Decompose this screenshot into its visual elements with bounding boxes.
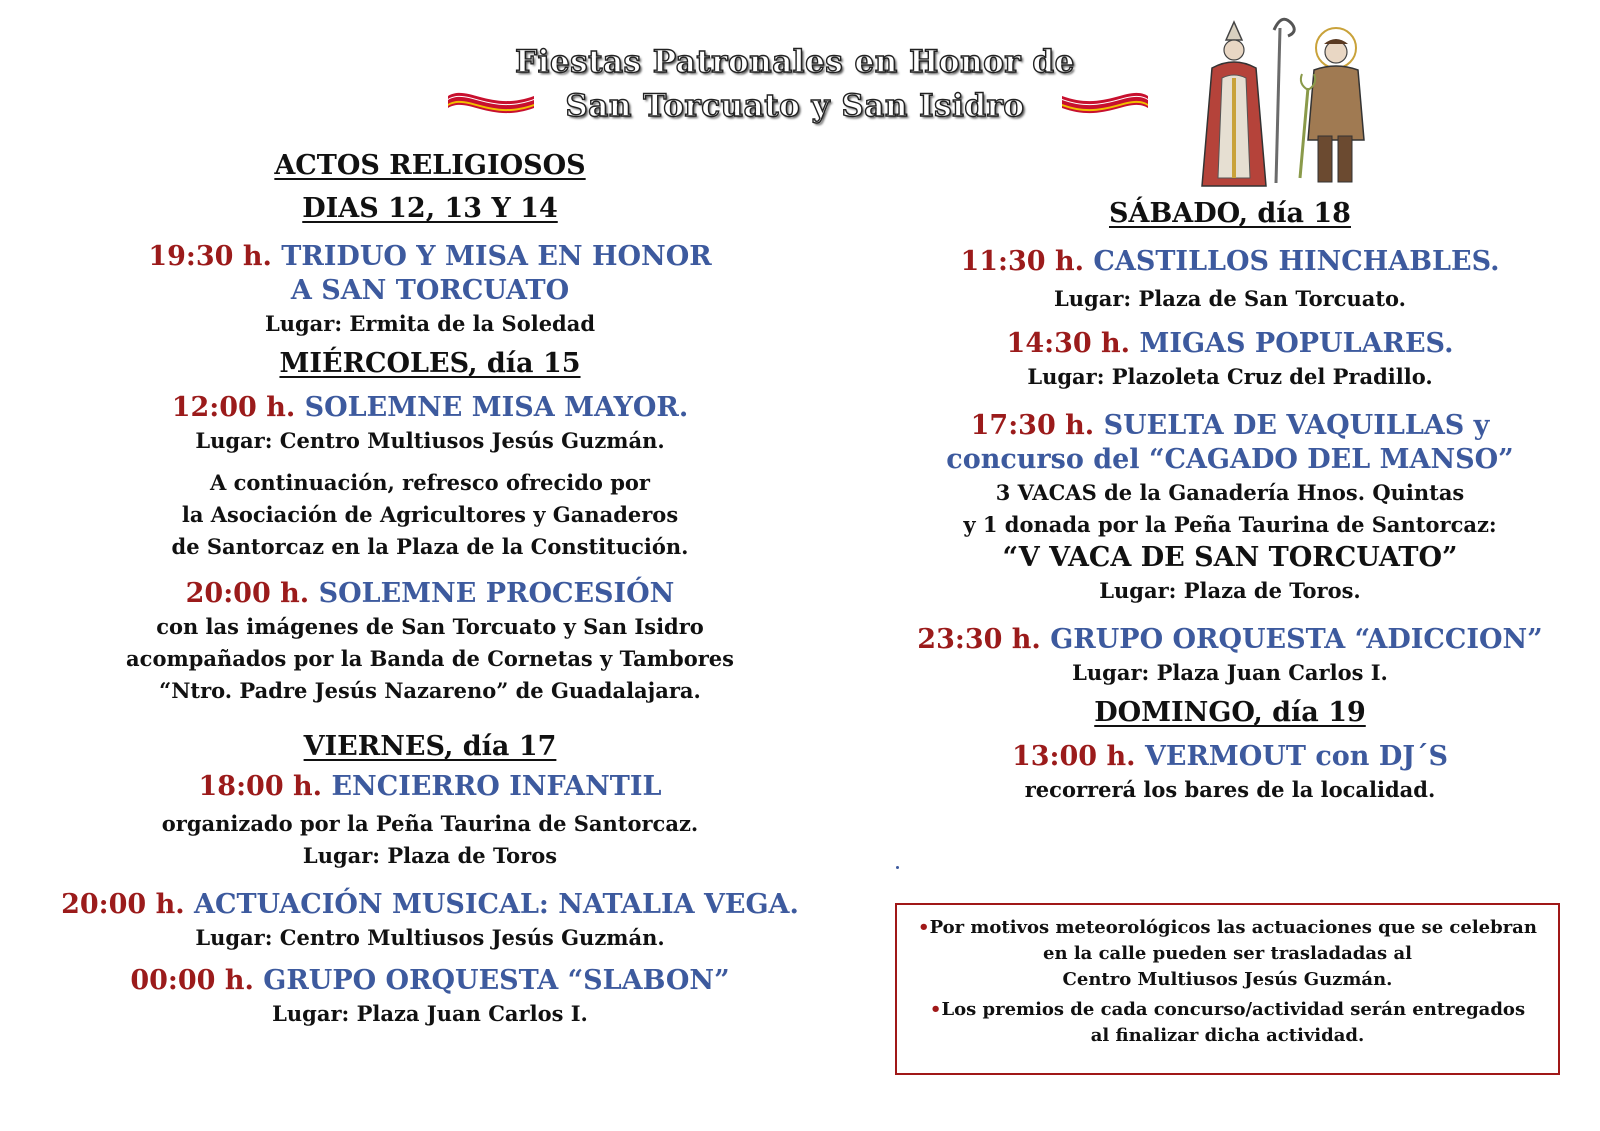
notice-box: [895, 903, 1560, 1075]
event-place: Lugar: Ermita de la Soledad: [264, 311, 596, 336]
event-time: 20:00 h.: [61, 889, 185, 920]
event-triduo: [30, 240, 830, 274]
event-procesion: [30, 577, 830, 611]
event-vermout: [880, 740, 1580, 774]
saints-illustration-icon: [1188, 8, 1388, 188]
event-slabon: [30, 964, 830, 998]
bullet-icon: •: [929, 999, 942, 1020]
event-desc: con las imágenes de San Torcuato y San Isidro: [156, 614, 704, 639]
title-line-1: Fiestas Patronales en Honor de: [515, 44, 1075, 80]
event-desc: recorrerá los bares de la localidad.: [1024, 777, 1436, 802]
event-activity: CASTILLOS HINCHABLES.: [1093, 246, 1500, 277]
poster-header: [430, 40, 1160, 128]
event-note: A continuación, refresco ofrecido por: [210, 470, 650, 495]
day-heading-12-14: DIAS 12, 13 Y 14: [302, 193, 558, 224]
right-column: [880, 198, 1580, 806]
day-heading-15: MIÉRCOLES, día 15: [279, 348, 581, 379]
event-time: 14:30 h.: [1006, 328, 1131, 359]
event-place: Lugar: Plaza de Toros: [302, 843, 558, 868]
event-note: de Santorcaz en la Plaza de la Constitución.: [171, 534, 689, 559]
event-note: la Asociación de Agricultores y Ganaderos: [181, 502, 679, 527]
event-desc: organizado por la Peña Taurina de Santorcaz.: [161, 811, 699, 836]
event-activity: GRUPO ORQUESTA “SLABON”: [263, 965, 730, 996]
event-time: 13:00 h.: [1011, 741, 1136, 772]
event-place: Lugar: Centro Multiusos Jesús Guzmán.: [195, 428, 665, 453]
event-activity: ACTUACIÓN MUSICAL: NATALIA VEGA.: [194, 889, 799, 920]
spanish-flag-ribbon-icon: [446, 86, 536, 122]
event-activity-cont: concurso del “CAGADO DEL MANSO”: [946, 444, 1514, 475]
event-place: Lugar: Centro Multiusos Jesús Guzmán.: [195, 925, 665, 950]
event-activity: VERMOUT con DJ´S: [1144, 741, 1449, 772]
event-actuacion: [30, 888, 830, 922]
notice-item-1: [897, 915, 1558, 941]
event-time: 17:30 h.: [970, 410, 1095, 441]
event-desc: acompañados por la Banda de Cornetas y Tambores: [126, 646, 734, 671]
spanish-flag-ribbon-icon: [1060, 86, 1150, 122]
title-line-2: San Torcuato y San Isidro: [565, 88, 1025, 124]
event-misa-mayor: [30, 391, 830, 425]
section-title: ACTOS RELIGIOSOS: [274, 150, 586, 181]
event-castillos: [880, 245, 1580, 279]
left-column: [30, 150, 830, 1030]
notice-text: en la calle pueden ser trasladadas al: [1043, 943, 1412, 964]
event-activity: TRIDUO Y MISA EN HONOR: [281, 241, 712, 272]
day-heading-19: DOMINGO, día 19: [1094, 697, 1366, 728]
event-highlight: “V VACA DE SAN TORCUATO”: [1002, 542, 1458, 573]
event-place: Lugar: Plazoleta Cruz del Pradillo.: [1027, 364, 1433, 389]
event-time: 18:00 h.: [198, 771, 323, 802]
event-time: 19:30 h.: [148, 241, 272, 272]
event-activity: ENCIERRO INFANTIL: [331, 771, 662, 802]
event-desc: 3 VACAS de la Ganadería Hnos. Quintas: [995, 480, 1465, 505]
event-activity: SOLEMNE MISA MAYOR.: [304, 392, 689, 423]
notice-text: Centro Multiusos Jesús Guzmán.: [1062, 969, 1393, 990]
event-place: Lugar: Plaza de Toros.: [1099, 578, 1361, 603]
event-activity: SUELTA DE VAQUILLAS y: [1103, 410, 1490, 441]
event-activity: MIGAS POPULARES.: [1139, 328, 1454, 359]
event-desc: “Ntro. Padre Jesús Nazareno” de Guadalajara.: [159, 678, 701, 703]
event-desc: y 1 donada por la Peña Taurina de Santorcaz:: [963, 512, 1497, 537]
event-time: 23:30 h.: [917, 624, 1041, 655]
event-encierro: [30, 770, 830, 804]
notice-text: Los premios de cada concurso/actividad serán entregados: [941, 999, 1526, 1020]
event-activity: GRUPO ORQUESTA “ADICCION”: [1050, 624, 1543, 655]
event-time: 20:00 h.: [185, 578, 310, 609]
notice-item-2: [897, 997, 1558, 1023]
stray-dot: [896, 866, 899, 869]
bullet-icon: •: [918, 917, 930, 938]
day-heading-18: SÁBADO, día 18: [1109, 198, 1351, 229]
event-time: 00:00 h.: [130, 965, 254, 996]
notice-text: Por motivos meteorológicos las actuaciones que se celebran: [929, 917, 1537, 938]
event-place: Lugar: Plaza Juan Carlos I.: [272, 1001, 588, 1026]
event-time: 11:30 h.: [960, 246, 1084, 277]
event-time: 12:00 h.: [171, 392, 296, 423]
day-heading-17: VIERNES, día 17: [303, 731, 557, 762]
notice-text: al finalizar dicha actividad.: [1090, 1025, 1365, 1046]
event-adiccion: [880, 623, 1580, 657]
event-migas: [880, 327, 1580, 361]
event-activity: SOLEMNE PROCESIÓN: [318, 578, 675, 609]
event-place: Lugar: Plaza de San Torcuato.: [1054, 286, 1406, 311]
event-activity-cont: A SAN TORCUATO: [290, 275, 570, 306]
event-vaquillas: [880, 409, 1580, 443]
event-place: Lugar: Plaza Juan Carlos I.: [1072, 660, 1388, 685]
